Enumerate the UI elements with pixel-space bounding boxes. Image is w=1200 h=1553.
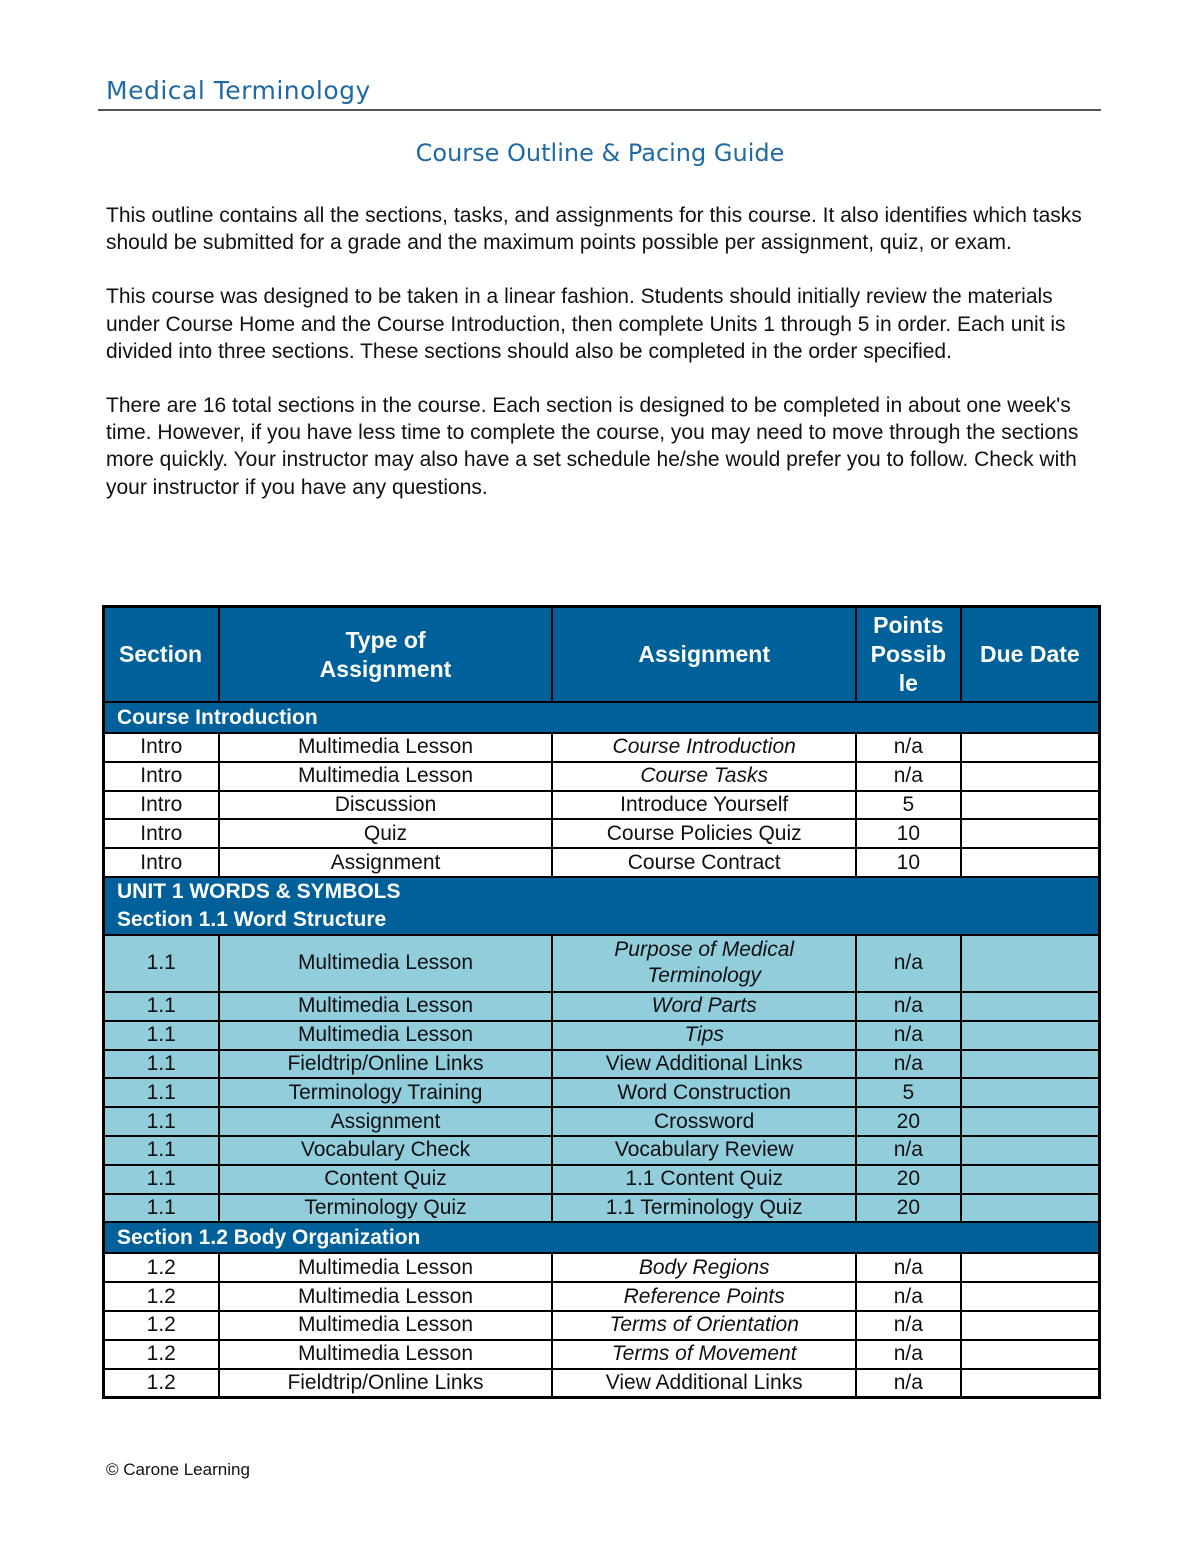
cell-assignment: Introduce Yourself bbox=[552, 791, 855, 820]
section-band-title bbox=[104, 1222, 1100, 1253]
cell-points: n/a bbox=[856, 1340, 961, 1369]
section-band-line: UNIT 1 WORDS & SYMBOLS bbox=[117, 879, 401, 903]
cell-assignment: Terms of Orientation bbox=[552, 1311, 855, 1340]
cell-due-date bbox=[961, 1340, 1100, 1369]
cell-due-date bbox=[961, 935, 1100, 992]
cell-section: 1.2 bbox=[104, 1282, 219, 1311]
table-row bbox=[104, 848, 1100, 877]
table-row bbox=[104, 1194, 1100, 1223]
cell-due-date bbox=[961, 1136, 1100, 1165]
section-band-line: Course Introduction bbox=[117, 705, 318, 729]
cell-section: Intro bbox=[104, 733, 219, 762]
cell-due-date bbox=[961, 1194, 1100, 1223]
cell-assignment: 1.1 Content Quiz bbox=[552, 1165, 855, 1194]
cell-section: 1.2 bbox=[104, 1253, 219, 1282]
cell-type: Fieldtrip/Online Links bbox=[219, 1369, 553, 1398]
cell-assignment: Terms of Movement bbox=[552, 1340, 855, 1369]
table-row bbox=[104, 1340, 1100, 1369]
table-row bbox=[104, 819, 1100, 848]
column-header-due-date: Due Date bbox=[961, 607, 1100, 703]
cell-points: n/a bbox=[856, 1050, 961, 1079]
cell-section: 1.2 bbox=[104, 1340, 219, 1369]
table-row bbox=[104, 1282, 1100, 1311]
column-header-type: Type of Assignment bbox=[219, 607, 553, 703]
cell-assignment: Purpose of Medical Terminology bbox=[552, 935, 855, 992]
cell-section: 1.1 bbox=[104, 992, 219, 1021]
intro-text bbox=[106, 202, 1106, 528]
cell-assignment: 1.1 Terminology Quiz bbox=[552, 1194, 855, 1223]
header-title: Medical Terminology bbox=[106, 76, 371, 105]
cell-assignment: Course Tasks bbox=[552, 762, 855, 791]
section-band-title bbox=[104, 877, 1100, 935]
cell-section: Intro bbox=[104, 819, 219, 848]
cell-section: 1.1 bbox=[104, 1021, 219, 1050]
cell-type: Terminology Training bbox=[219, 1078, 553, 1107]
cell-assignment: View Additional Links bbox=[552, 1369, 855, 1398]
cell-type: Multimedia Lesson bbox=[219, 935, 553, 992]
table-row bbox=[104, 1021, 1100, 1050]
cell-points: n/a bbox=[856, 1253, 961, 1282]
column-header-assignment: Assignment bbox=[552, 607, 855, 703]
cell-due-date bbox=[961, 819, 1100, 848]
section-band-row bbox=[104, 702, 1100, 733]
cell-assignment: Course Introduction bbox=[552, 733, 855, 762]
cell-assignment: View Additional Links bbox=[552, 1050, 855, 1079]
cell-due-date bbox=[961, 992, 1100, 1021]
cell-points: n/a bbox=[856, 1369, 961, 1398]
cell-type: Terminology Quiz bbox=[219, 1194, 553, 1223]
column-header-points: Points Possible bbox=[856, 607, 961, 703]
cell-section: 1.1 bbox=[104, 1194, 219, 1223]
table-row bbox=[104, 935, 1100, 992]
cell-type: Multimedia Lesson bbox=[219, 1282, 553, 1311]
section-band-line: Section 1.1 Word Structure bbox=[117, 907, 387, 931]
cell-section: 1.2 bbox=[104, 1311, 219, 1340]
cell-due-date bbox=[961, 733, 1100, 762]
header-divider bbox=[98, 109, 1101, 111]
cell-type: Assignment bbox=[219, 1107, 553, 1136]
cell-assignment: Word Construction bbox=[552, 1078, 855, 1107]
table-row bbox=[104, 1253, 1100, 1282]
table-row bbox=[104, 1136, 1100, 1165]
cell-type: Discussion bbox=[219, 791, 553, 820]
table-row bbox=[104, 733, 1100, 762]
cell-section: Intro bbox=[104, 762, 219, 791]
cell-assignment: Crossword bbox=[552, 1107, 855, 1136]
column-header-section: Section bbox=[104, 607, 219, 703]
cell-assignment: Course Policies Quiz bbox=[552, 819, 855, 848]
section-band-row bbox=[104, 1222, 1100, 1253]
cell-points: 5 bbox=[856, 791, 961, 820]
course-outline-table bbox=[102, 605, 1101, 1399]
cell-section: 1.1 bbox=[104, 1107, 219, 1136]
section-band-title bbox=[104, 702, 1100, 733]
cell-assignment: Tips bbox=[552, 1021, 855, 1050]
cell-due-date bbox=[961, 1107, 1100, 1136]
copyright-footer: © Carone Learning bbox=[106, 1460, 250, 1479]
intro-paragraph: This course was designed to be taken in a linear fashion. Students should initially review the materials under Course Home and the Course Introduction, then complete Units 1 through 5 in order. Each unit is divided into three sections. These sections should also be completed in the order specified. bbox=[106, 285, 1066, 363]
table-row bbox=[104, 1311, 1100, 1340]
table-header-row bbox=[104, 607, 1100, 703]
cell-type: Multimedia Lesson bbox=[219, 992, 553, 1021]
cell-points: n/a bbox=[856, 1282, 961, 1311]
table-row bbox=[104, 791, 1100, 820]
cell-points: 10 bbox=[856, 848, 961, 877]
cell-points: 10 bbox=[856, 819, 961, 848]
cell-type: Multimedia Lesson bbox=[219, 1340, 553, 1369]
cell-section: 1.1 bbox=[104, 1165, 219, 1194]
cell-points: 5 bbox=[856, 1078, 961, 1107]
cell-type: Content Quiz bbox=[219, 1165, 553, 1194]
cell-due-date bbox=[961, 1253, 1100, 1282]
cell-type: Assignment bbox=[219, 848, 553, 877]
cell-points: 20 bbox=[856, 1165, 961, 1194]
table-row bbox=[104, 1078, 1100, 1107]
table-row bbox=[104, 1107, 1100, 1136]
cell-section: 1.2 bbox=[104, 1369, 219, 1398]
cell-points: 20 bbox=[856, 1194, 961, 1223]
cell-type: Multimedia Lesson bbox=[219, 733, 553, 762]
cell-points: n/a bbox=[856, 1311, 961, 1340]
cell-type: Fieldtrip/Online Links bbox=[219, 1050, 553, 1079]
cell-assignment: Reference Points bbox=[552, 1282, 855, 1311]
intro-paragraph: There are 16 total sections in the course. Each section is designed to be completed in about one week's time. However, if you have less time to complete the course, you may need to move through the sections more quickly. Your instructor may also have a set schedule he/she would prefer you to follow. Check with your instructor if you have any questions. bbox=[106, 394, 1079, 499]
cell-type: Vocabulary Check bbox=[219, 1136, 553, 1165]
cell-due-date bbox=[961, 1050, 1100, 1079]
cell-due-date bbox=[961, 1078, 1100, 1107]
cell-due-date bbox=[961, 1369, 1100, 1398]
cell-assignment: Vocabulary Review bbox=[552, 1136, 855, 1165]
cell-points: n/a bbox=[856, 733, 961, 762]
section-band-row bbox=[104, 877, 1100, 935]
cell-section: 1.1 bbox=[104, 935, 219, 992]
cell-type: Multimedia Lesson bbox=[219, 1311, 553, 1340]
cell-section: 1.1 bbox=[104, 1078, 219, 1107]
cell-section: Intro bbox=[104, 791, 219, 820]
cell-due-date bbox=[961, 1021, 1100, 1050]
cell-due-date bbox=[961, 1311, 1100, 1340]
cell-type: Multimedia Lesson bbox=[219, 762, 553, 791]
cell-due-date bbox=[961, 1165, 1100, 1194]
cell-due-date bbox=[961, 848, 1100, 877]
page-title: Course Outline & Pacing Guide bbox=[415, 139, 785, 167]
table-body bbox=[104, 702, 1100, 1398]
cell-section: Intro bbox=[104, 848, 219, 877]
cell-assignment: Body Regions bbox=[552, 1253, 855, 1282]
cell-due-date bbox=[961, 1282, 1100, 1311]
cell-assignment: Word Parts bbox=[552, 992, 855, 1021]
cell-points: 20 bbox=[856, 1107, 961, 1136]
table-row bbox=[104, 1369, 1100, 1398]
cell-points: n/a bbox=[856, 935, 961, 992]
table-row bbox=[104, 1165, 1100, 1194]
cell-type: Multimedia Lesson bbox=[219, 1253, 553, 1282]
cell-points: n/a bbox=[856, 1021, 961, 1050]
intro-paragraph: This outline contains all the sections, tasks, and assignments for this course. It also identifies which tasks should be submitted for a grade and the maximum points possible per assignment, quiz, or exam. bbox=[106, 204, 1082, 255]
cell-assignment: Course Contract bbox=[552, 848, 855, 877]
cell-type: Quiz bbox=[219, 819, 553, 848]
cell-points: n/a bbox=[856, 762, 961, 791]
cell-section: 1.1 bbox=[104, 1136, 219, 1165]
cell-points: n/a bbox=[856, 992, 961, 1021]
cell-due-date bbox=[961, 762, 1100, 791]
cell-due-date bbox=[961, 791, 1100, 820]
section-band-line: Section 1.2 Body Organization bbox=[117, 1225, 421, 1249]
table-row bbox=[104, 992, 1100, 1021]
cell-section: 1.1 bbox=[104, 1050, 219, 1079]
table-row bbox=[104, 1050, 1100, 1079]
table-row bbox=[104, 762, 1100, 791]
cell-type: Multimedia Lesson bbox=[219, 1021, 553, 1050]
cell-points: n/a bbox=[856, 1136, 961, 1165]
